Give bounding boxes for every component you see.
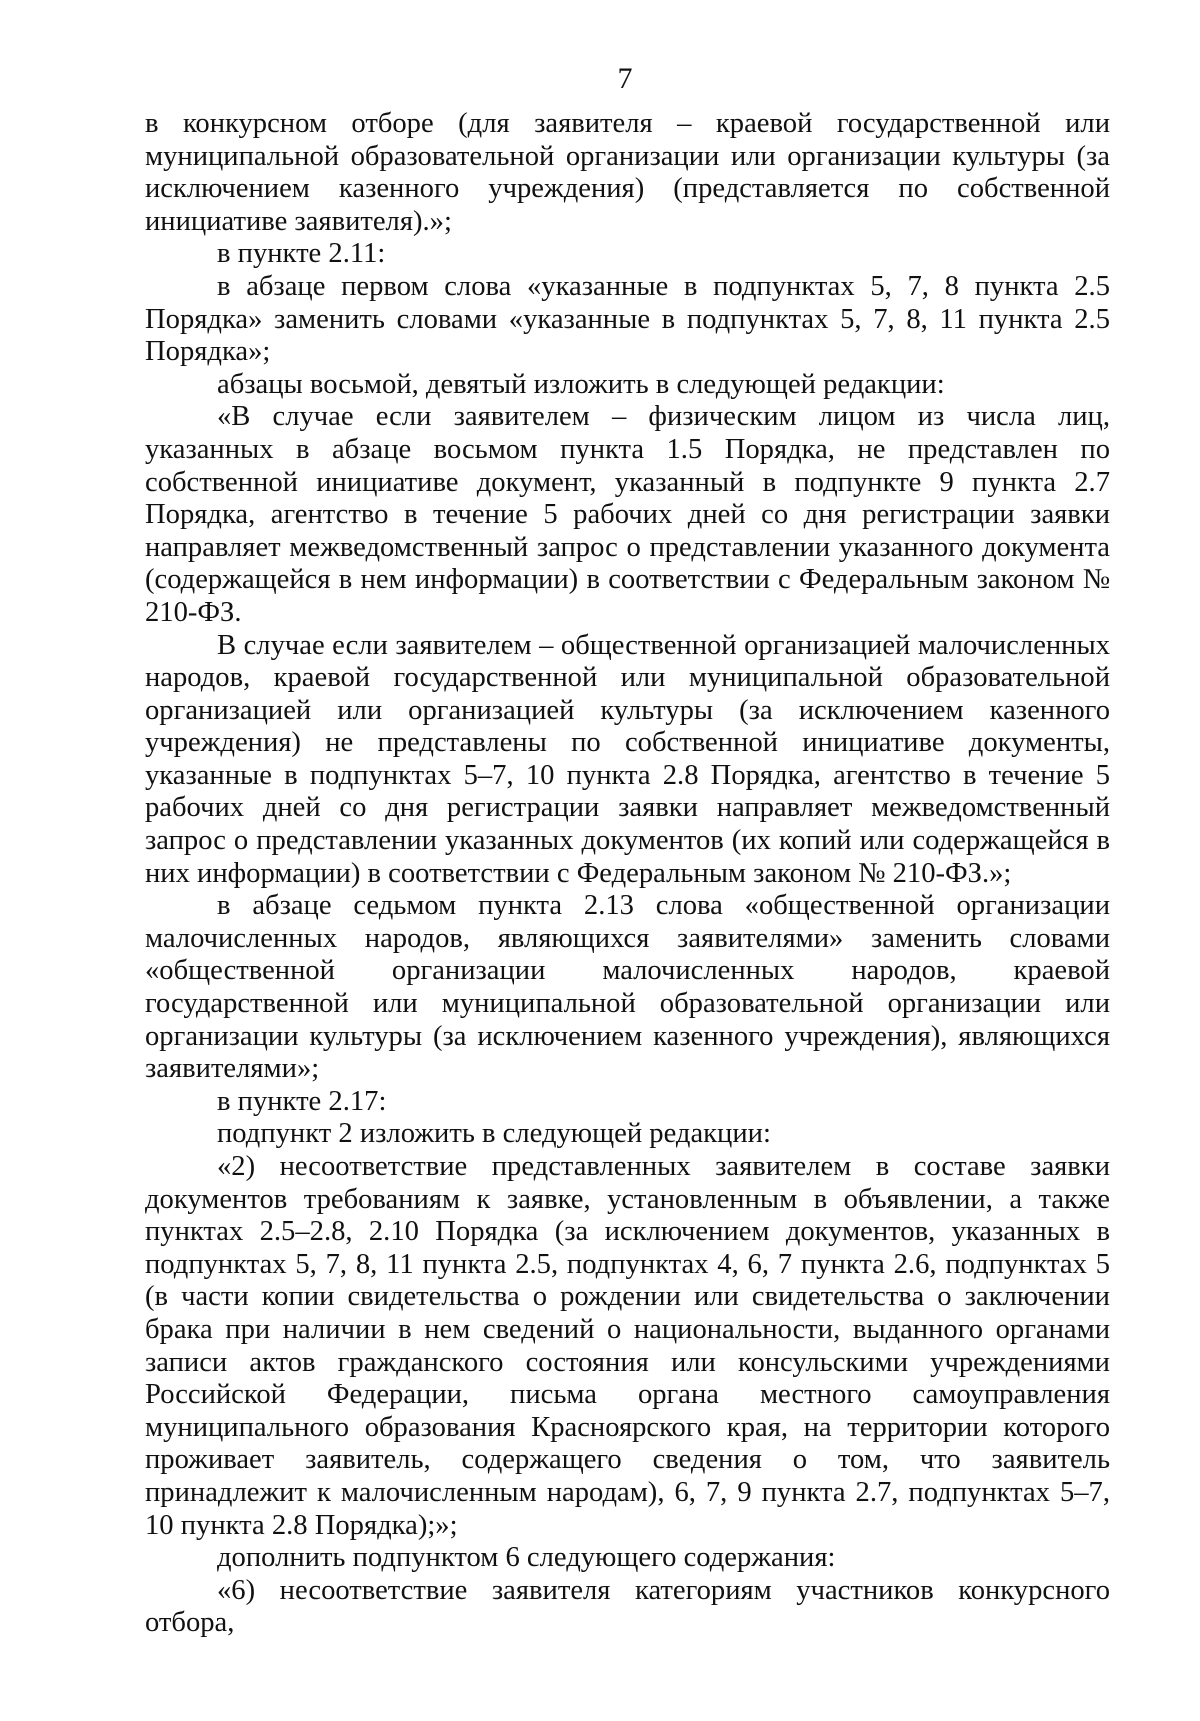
paragraph: подпункт 2 изложить в следующей редакции: (217, 1118, 771, 1150)
paragraph: в конкурсном отборе (для заявителя – краевой государственной или муниципальной образовательной организации или организации культуры (за исключением казенного учреждения) (представляется по собственной инициативе заявителя).»; (145, 108, 1110, 237)
paragraph: дополнить подпунктом 6 следующего содержания: (217, 1542, 836, 1574)
paragraph: в абзаце первом слова «указанные в подпунктах 5, 7, 8 пункта 2.5 Порядка» заменить словами «указанные в подпунктах 5, 7, 8, 11 пункта 2.5 Порядка»; (145, 270, 1110, 368)
paragraph: абзацы восьмой, девятый изложить в следующей редакции: (217, 368, 945, 400)
paragraph: «2) несоответствие представленных заявителем в составе заявки документов требованиям к заявке, установленным в объявлении, а также пунктах 2.5–2.8, 2.10 Порядка (за исключением документов, указанных в подпунктах 5, 7, 8, 11 пункта 2.5, подпунктах 4, 6, 7 пункта 2.6, подпунктах 5 (в части копии свидетельства о рождении или свидетельства о заключении брака при наличии в нем сведений о национальности, выданного органами записи актов гражданского состояния или консульскими учреждениями Российской Федерации, письма органа местного самоуправления муниципального образования Красноярского края, на территории которого проживает заявитель, содержащего сведения о том, что заявитель принадлежит к малочисленным народам), 6, 7, 9 пункта 2.7, подпунктах 5–7, 10 пункта 2.8 Порядка);»; (145, 1151, 1110, 1541)
paragraph: в пункте 2.17: (217, 1085, 387, 1117)
paragraph: В случае если заявителем – общественной организацией малочисленных народов, краевой государственной или муниципальной образовательной организацией или организацией культуры (за исключением казенного учреждения) не представлены по собственной инициативе документы, указанные в подпунктах 5–7, 10 пункта 2.8 Порядка, агентство в течение 5 рабочих дней со дня регистрации заявки направляет межведомственный запрос о представлении указанных документов (их копий или содержащейся в них информации) в соответствии с Федеральным законом № 210-ФЗ.»; (145, 629, 1110, 889)
paragraph: в пункте 2.11: (217, 238, 386, 270)
paragraph: «В случае если заявителем – физическим лицом из числа лиц, указанных в абзаце восьмом пункта 1.5 Порядка, не представлен по собственной инициативе документ, указанный в подпункте 9 пункта 2.7 Порядка, агентство в течение 5 рабочих дней со дня регистрации заявки направляет межведомственный запрос о представлении указанного документа (содержащейся в нем информации) в соответствии с Федеральным законом № 210-ФЗ. (145, 401, 1110, 628)
paragraph: в абзаце седьмом пункта 2.13 слова «общественной организации малочисленных народов, являющихся заявителями» заменить словами «общественной организации малочисленных народов, краевой государственной или муниципальной образовательной организации или организации культуры (за исключением казенного учреждения), являющихся заявителями»; (145, 890, 1110, 1085)
page-number: 7 (617, 62, 633, 95)
document-body (145, 108, 1110, 1640)
paragraph-last-line: «6) несоответствие заявителя категориям участников конкурсного отбора, (145, 1574, 1110, 1639)
